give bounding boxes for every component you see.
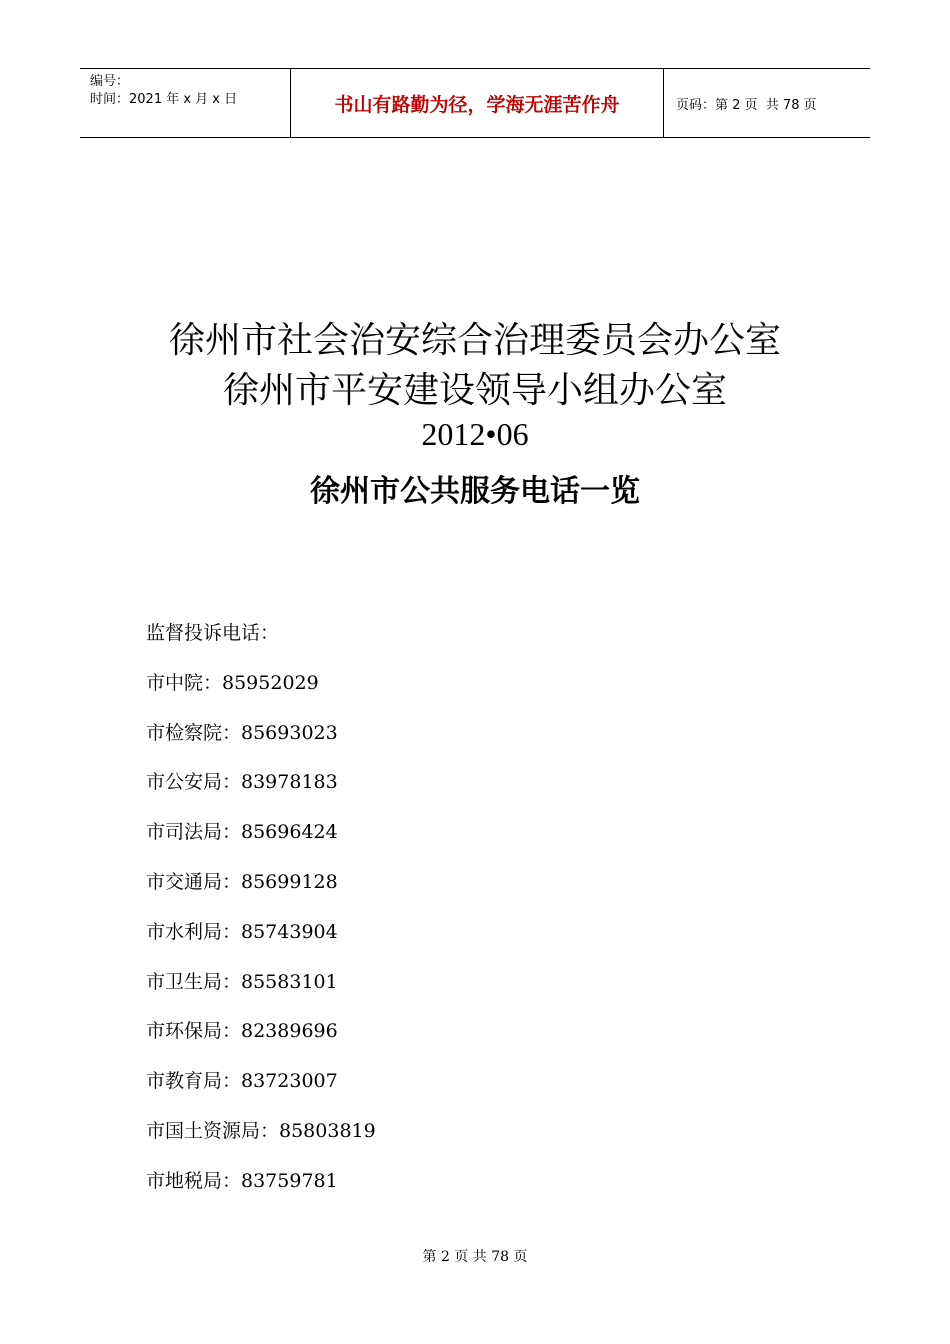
header-page-info: 页码：第 2 页 共 78 页 (676, 97, 817, 113)
title-line-2: 徐州市平安建设领导小组办公室 (222, 370, 727, 411)
page-footer: 第 2 页 共 78 页 (422, 1249, 528, 1265)
list-intro: 监督投诉电话： (146, 622, 280, 644)
title-date: 2012•06 (421, 416, 529, 452)
title-line-1: 徐州市社会治安综合治理委员会办公室 (168, 320, 781, 361)
number-label: 编号： (90, 74, 130, 89)
list-item: 市水利局：85743904 (146, 920, 338, 943)
list-item: 市交通局：85699128 (146, 870, 338, 893)
list-item: 市司法局：85696424 (146, 821, 338, 844)
list-item: 市中院：85952029 (146, 671, 319, 694)
page-header (80, 68, 870, 138)
list-item: 市地税局：83759781 (146, 1169, 338, 1192)
list-item: 市国土资源局：85803819 (146, 1119, 376, 1142)
phone-list (146, 618, 376, 1216)
header-meta (80, 69, 291, 137)
list-item: 市教育局：83723007 (146, 1070, 338, 1093)
header-motto: 书山有路勤为径，学海无涯苦作舟 (291, 69, 664, 137)
list-item: 市公安局：83978183 (146, 771, 338, 794)
document-subtitle: 徐州市公共服务电话一览 (310, 474, 640, 509)
list-item: 市检察院：85693023 (146, 721, 338, 744)
date-label: 时间：2021 年 x 月 x 日 (90, 92, 238, 107)
list-item: 市卫生局：85583101 (146, 970, 338, 993)
list-item: 市环保局：82389696 (146, 1020, 338, 1043)
